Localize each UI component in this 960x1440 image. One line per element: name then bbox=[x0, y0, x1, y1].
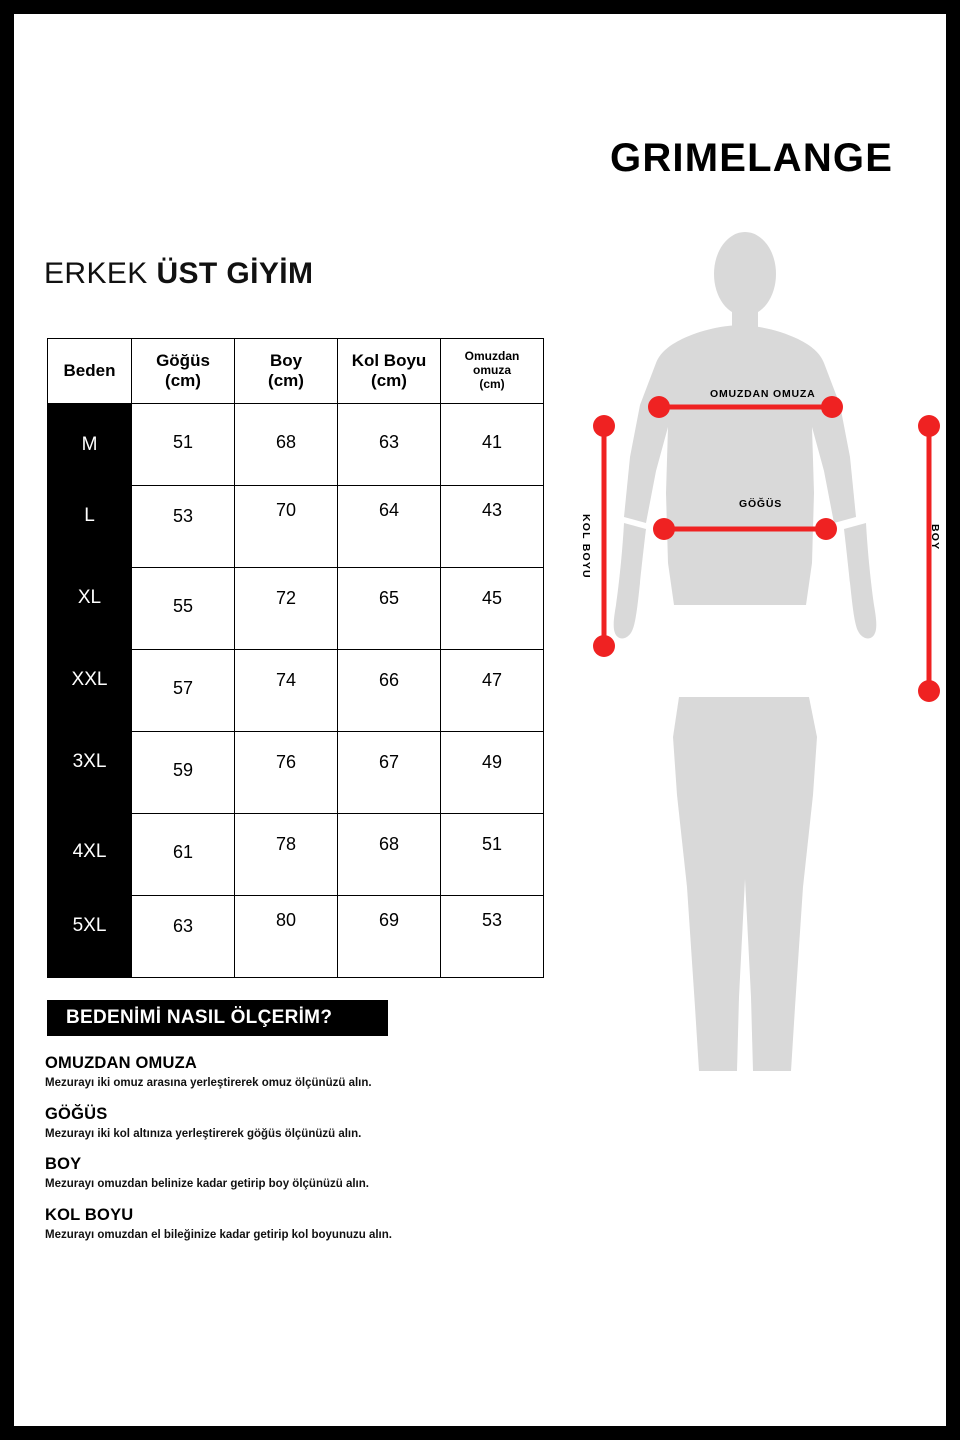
cell-gogus: 63 bbox=[132, 896, 235, 978]
brand-logo: GRIMELANGE bbox=[610, 136, 894, 180]
table-row bbox=[48, 732, 544, 814]
header-boy: Boy (cm) bbox=[235, 339, 338, 404]
cell-kol-boyu: 68 bbox=[338, 814, 441, 896]
cell-beden: M bbox=[48, 404, 132, 486]
sizechart-page bbox=[14, 14, 946, 1426]
sleeve-measure-guide bbox=[593, 415, 615, 657]
header-omuzdan-omuza: Omuzdan omuza (cm) bbox=[441, 339, 544, 404]
cell-boy: 70 bbox=[235, 486, 338, 568]
cell-gogus: 59 bbox=[132, 732, 235, 814]
cell-kol-boyu: 67 bbox=[338, 732, 441, 814]
cell-boy: 68 bbox=[235, 404, 338, 486]
table-row bbox=[48, 650, 544, 732]
page-title-light: ERKEK bbox=[44, 257, 157, 290]
cell-gogus: 51 bbox=[132, 404, 235, 486]
length-measure-guide bbox=[918, 415, 940, 702]
howto-banner-label: BEDENİMİ NASIL ÖLÇERİM? bbox=[66, 1007, 333, 1028]
cell-omuzdan-omuza: 49 bbox=[441, 732, 544, 814]
cell-omuzdan-omuza: 43 bbox=[441, 486, 544, 568]
size-table-wrapper bbox=[47, 338, 544, 978]
cell-boy: 74 bbox=[235, 650, 338, 732]
cell-boy: 80 bbox=[235, 896, 338, 978]
cell-gogus: 61 bbox=[132, 814, 235, 896]
cell-gogus: 55 bbox=[132, 568, 235, 650]
figure-label-shoulder: OMUZDAN OMUZA bbox=[710, 388, 816, 400]
measurement-figure bbox=[544, 229, 944, 1089]
page-title-bold: ÜST GİYİM bbox=[156, 257, 314, 290]
figure-label-chest: GÖĞÜS bbox=[739, 498, 783, 510]
cell-kol-boyu: 69 bbox=[338, 896, 441, 978]
howto-heading-boy: BOY bbox=[45, 1155, 82, 1174]
cell-omuzdan-omuza: 41 bbox=[441, 404, 544, 486]
body-silhouette-icon bbox=[544, 229, 944, 1089]
cell-boy: 78 bbox=[235, 814, 338, 896]
cell-beden: 5XL bbox=[48, 896, 132, 978]
cell-omuzdan-omuza: 47 bbox=[441, 650, 544, 732]
figure-label-sleeve: KOL BOYU bbox=[580, 514, 592, 579]
cell-kol-boyu: 66 bbox=[338, 650, 441, 732]
header-kol-boyu: Kol Boyu (cm) bbox=[338, 339, 441, 404]
howto-text-kol-boyu: Mezurayı omuzdan el bileğinize kadar getirip kol boyunuzu alın. bbox=[45, 1229, 392, 1242]
cell-kol-boyu: 64 bbox=[338, 486, 441, 568]
cell-beden: L bbox=[48, 486, 132, 568]
howto-text-omuzdan-omuza: Mezurayı iki omuz arasına yerleştirerek omuz ölçünüzü alın. bbox=[45, 1077, 372, 1089]
howto-heading-kol-boyu: KOL BOYU bbox=[45, 1206, 134, 1225]
howto-text-gogus: Mezurayı iki kol altınıza yerleştirerek göğüs ölçünüzü alın. bbox=[45, 1127, 362, 1140]
cell-beden: XXL bbox=[48, 650, 132, 732]
cell-beden: 3XL bbox=[48, 732, 132, 814]
cell-boy: 76 bbox=[235, 732, 338, 814]
size-table-body bbox=[48, 404, 544, 978]
cell-beden: XL bbox=[48, 568, 132, 650]
cell-boy: 72 bbox=[235, 568, 338, 650]
table-row bbox=[48, 896, 544, 978]
header-gogus: Göğüs (cm) bbox=[132, 339, 235, 404]
table-row bbox=[48, 568, 544, 650]
cell-kol-boyu: 65 bbox=[338, 568, 441, 650]
figure-label-length: BOY bbox=[929, 524, 941, 551]
table-row bbox=[48, 404, 544, 486]
table-row bbox=[48, 486, 544, 568]
cell-omuzdan-omuza: 51 bbox=[441, 814, 544, 896]
header-beden: Beden bbox=[48, 339, 132, 404]
page-title bbox=[44, 257, 313, 291]
table-header-row bbox=[48, 339, 544, 404]
table-row bbox=[48, 814, 544, 896]
cell-gogus: 57 bbox=[132, 650, 235, 732]
size-table-head bbox=[48, 339, 544, 404]
cell-beden: 4XL bbox=[48, 814, 132, 896]
cell-gogus: 53 bbox=[132, 486, 235, 568]
howto-list bbox=[45, 1054, 445, 1243]
howto-banner bbox=[47, 1000, 388, 1036]
howto-heading-gogus: GÖĞÜS bbox=[45, 1104, 108, 1123]
size-table bbox=[47, 338, 544, 978]
howto-heading-omuzdan-omuza: OMUZDAN OMUZA bbox=[45, 1054, 197, 1072]
cell-omuzdan-omuza: 53 bbox=[441, 896, 544, 978]
howto-text-boy: Mezurayı omuzdan belinize kadar getirip boy ölçünüzü alın. bbox=[45, 1178, 369, 1191]
cell-kol-boyu: 63 bbox=[338, 404, 441, 486]
cell-omuzdan-omuza: 45 bbox=[441, 568, 544, 650]
